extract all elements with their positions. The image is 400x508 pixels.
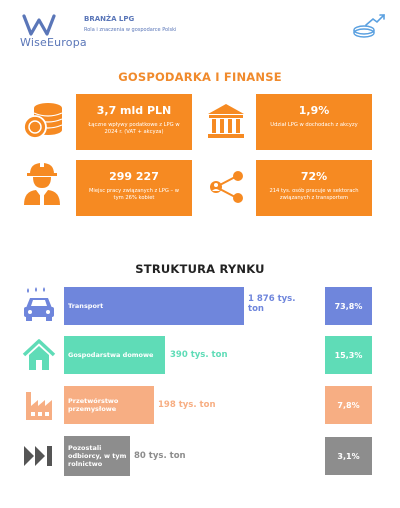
bar-value: 198 tys. ton	[158, 400, 216, 410]
market-bar-households	[64, 336, 165, 374]
fast-forward-icon	[22, 444, 56, 468]
share-box	[325, 287, 372, 325]
market-bar-industry	[64, 386, 154, 424]
car-icon	[22, 286, 56, 322]
share-value: 15,3%	[334, 350, 363, 360]
market-bar-others	[64, 436, 130, 476]
stat-value: 3,7 mld PLN	[96, 104, 172, 117]
page-title: BRANŻA LPG	[84, 15, 135, 23]
logo-text: WiseEuropa	[20, 36, 87, 49]
bar-label: Gospodarstwa domowe	[68, 351, 154, 359]
page-subtitle: Rola i znaczenia w gospodarce Polski	[84, 27, 177, 33]
share-value: 7,8%	[337, 400, 360, 410]
section-title-economy: GOSPODARKA I FINANSE	[118, 70, 282, 84]
stat-description: Miejsc pracy związanych z LPG – w tym 26% kobiet	[88, 188, 180, 201]
stat-card-jobs	[76, 160, 192, 216]
stat-description: Łączne wpływy podatkowe z LPG w 2024 r. (VAT + akcyza)	[88, 122, 180, 135]
share-box	[325, 336, 372, 374]
wiseeuropa-logo-mark	[22, 14, 56, 36]
stat-card-transport-jobs	[256, 160, 372, 216]
worker-icon	[22, 160, 62, 206]
bar-label: Transport	[68, 302, 104, 310]
stat-value: 299 227	[109, 170, 159, 183]
bar-label: Przetwórstwo przemysłowe	[68, 397, 119, 413]
share-network-icon	[208, 170, 246, 204]
share-box	[325, 386, 372, 424]
stat-description: Udział LPG w dochodach z akcyzy	[270, 122, 358, 128]
bar-value: 80 tys. ton	[134, 451, 186, 461]
bank-building-icon	[206, 102, 246, 140]
stat-value: 1,9%	[298, 104, 330, 117]
factory-icon	[22, 388, 56, 422]
coins-icon	[22, 100, 66, 140]
share-value: 73,8%	[334, 301, 363, 311]
stat-card-excise-share	[256, 94, 372, 150]
share-box	[325, 437, 372, 475]
gas-trend-icon	[350, 12, 386, 40]
bar-label: Pozostali odbiorcy, w tym rolnictwo	[68, 444, 127, 468]
share-value: 3,1%	[337, 451, 360, 461]
stat-description: 214 tys. osób pracuje w sektorach związanych z transportem	[269, 188, 359, 201]
stat-value: 72%	[300, 170, 328, 183]
house-icon	[22, 338, 56, 372]
market-bar-transport	[64, 287, 244, 325]
bar-value: 1 876 tys. ton	[248, 294, 296, 314]
bar-value: 390 tys. ton	[170, 350, 228, 360]
stat-card-tax	[76, 94, 192, 150]
section-title-market: STRUKTURA RYNKU	[135, 262, 265, 276]
